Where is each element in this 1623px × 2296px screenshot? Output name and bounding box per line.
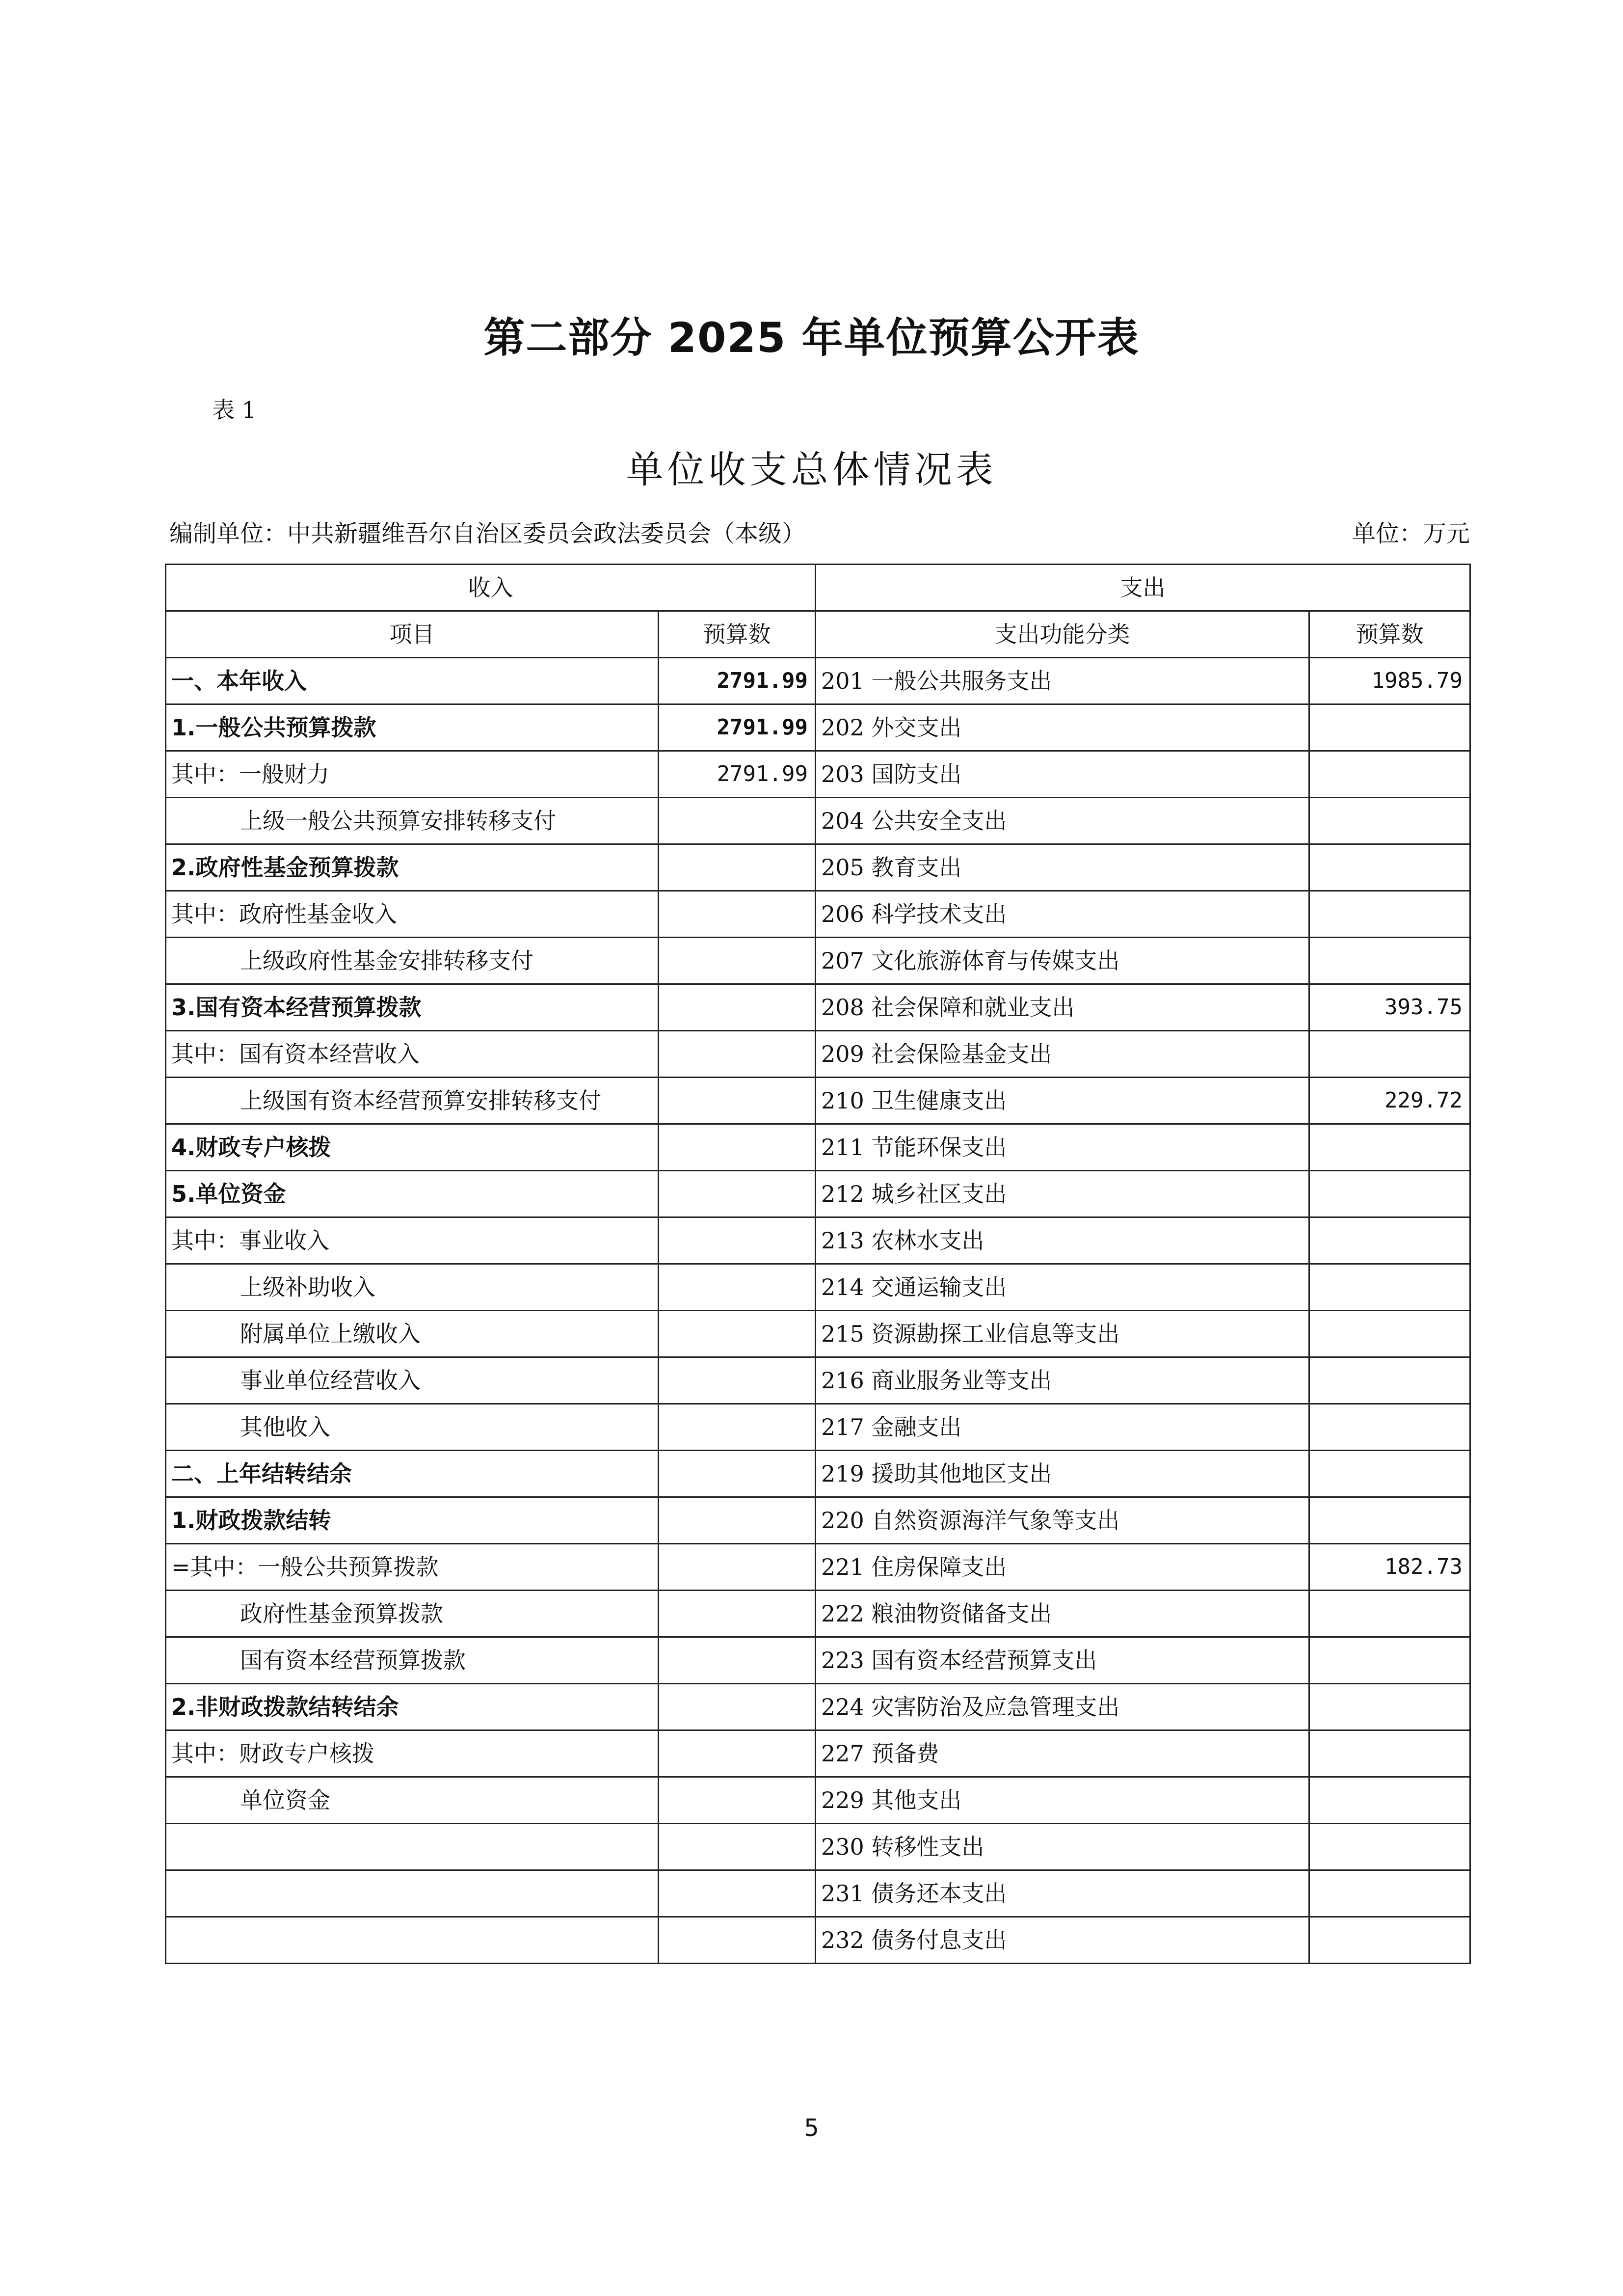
table-row: [166, 1497, 1470, 1544]
header-row-group: [166, 565, 1470, 611]
income-item-cell: 4.财政专户核拨: [166, 1124, 659, 1171]
func-class-header: 支出功能分类: [816, 611, 1309, 658]
expense-header: 支出: [816, 565, 1470, 611]
expense-amount-cell: [1309, 1124, 1470, 1171]
income-item-cell: [166, 1870, 659, 1917]
income-item-cell: 其中：一般财力: [166, 751, 659, 798]
expense-func-cell: 224 灾害防治及应急管理支出: [816, 1684, 1309, 1730]
income-item-cell: [166, 1917, 659, 1964]
expense-func-cell: 212 城乡社区支出: [816, 1171, 1309, 1217]
expense-func-cell: 229 其他支出: [816, 1777, 1309, 1824]
table-label: 表 1: [212, 397, 256, 423]
expense-amount-cell: [1309, 891, 1470, 938]
income-item-cell: 其中：财政专户核拨: [166, 1730, 659, 1777]
income-amount-cell: [659, 1824, 816, 1870]
income-amount-cell: 2791.99: [659, 658, 816, 704]
income-item-cell: 上级一般公共预算安排转移支付: [166, 798, 659, 844]
table-row: [166, 1544, 1470, 1591]
income-amount-cell: [659, 1311, 816, 1357]
expense-amount-cell: [1309, 1870, 1470, 1917]
income-item-cell: [166, 1824, 659, 1870]
table-row: [166, 1357, 1470, 1404]
expense-func-cell: 206 科学技术支出: [816, 891, 1309, 938]
expense-amount-cell: [1309, 1451, 1470, 1497]
income-amount-cell: [659, 1917, 816, 1964]
table-title: 单位收支总体情况表: [626, 448, 997, 491]
income-amount-cell: [659, 798, 816, 844]
table-row: [166, 984, 1470, 1031]
income-header: 收入: [166, 565, 816, 611]
income-amount-cell: [659, 1264, 816, 1311]
header-row-columns: [166, 611, 1470, 658]
table-row: [166, 1217, 1470, 1264]
income-item-cell: 上级国有资本经营预算安排转移支付: [166, 1078, 659, 1124]
income-item-cell: 2.政府性基金预算拨款: [166, 844, 659, 891]
expense-amount-cell: [1309, 1171, 1470, 1217]
expense-amount-cell: [1309, 751, 1470, 798]
expense-func-cell: 232 债务付息支出: [816, 1917, 1309, 1964]
expense-func-cell: 208 社会保障和就业支出: [816, 984, 1309, 1031]
expense-func-cell: 215 资源勘探工业信息等支出: [816, 1311, 1309, 1357]
table-row: [166, 1637, 1470, 1684]
expense-func-cell: 207 文化旅游体育与传媒支出: [816, 938, 1309, 984]
budget-header: 预算数: [659, 611, 816, 658]
table-row: [166, 1824, 1470, 1870]
expense-func-cell: 204 公共安全支出: [816, 798, 1309, 844]
income-amount-cell: [659, 1637, 816, 1684]
table-row: [166, 1777, 1470, 1824]
expense-func-cell: 220 自然资源海洋气象等支出: [816, 1497, 1309, 1544]
expense-amount-cell: [1309, 1730, 1470, 1777]
income-amount-cell: [659, 1031, 816, 1078]
income-item-cell: 其中：国有资本经营收入: [166, 1031, 659, 1078]
income-amount-cell: [659, 1171, 816, 1217]
part-title: 第二部分 2025 年单位预算公开表: [483, 314, 1140, 362]
expense-amount-cell: [1309, 1637, 1470, 1684]
table-row: [166, 1264, 1470, 1311]
expense-func-cell: 222 粮油物资储备支出: [816, 1591, 1309, 1637]
expense-amount-cell: [1309, 938, 1470, 984]
table-row: [166, 1171, 1470, 1217]
expense-amount-cell: [1309, 1917, 1470, 1964]
table-row: [166, 1730, 1470, 1777]
expense-amount-cell: 393.75: [1309, 984, 1470, 1031]
table-row: [166, 1124, 1470, 1171]
expense-func-cell: 223 国有资本经营预算支出: [816, 1637, 1309, 1684]
income-item-cell: 1.财政拨款结转: [166, 1497, 659, 1544]
income-item-cell: 政府性基金预算拨款: [166, 1591, 659, 1637]
expense-amount-cell: [1309, 1357, 1470, 1404]
expense-func-cell: 214 交通运输支出: [816, 1264, 1309, 1311]
expense-amount-cell: [1309, 704, 1470, 751]
table-row: [166, 1917, 1470, 1964]
income-amount-cell: [659, 1730, 816, 1777]
expense-func-cell: 231 债务还本支出: [816, 1870, 1309, 1917]
expense-amount-cell: 182.73: [1309, 1544, 1470, 1591]
income-amount-cell: [659, 938, 816, 984]
income-amount-cell: [659, 1684, 816, 1730]
table-row: [166, 938, 1470, 984]
table-row: [166, 891, 1470, 938]
table-row: [166, 1451, 1470, 1497]
table-row: [166, 798, 1470, 844]
income-item-cell: 其他收入: [166, 1404, 659, 1451]
income-amount-cell: 2791.99: [659, 751, 816, 798]
table-row: [166, 1591, 1470, 1637]
expense-func-cell: 202 外交支出: [816, 704, 1309, 751]
income-item-cell: 其中：政府性基金收入: [166, 891, 659, 938]
expense-amount-cell: [1309, 1404, 1470, 1451]
expense-amount-cell: [1309, 1497, 1470, 1544]
expense-func-cell: 210 卫生健康支出: [816, 1078, 1309, 1124]
table-row: [166, 704, 1470, 751]
budget-table: [165, 564, 1471, 1964]
income-item-cell: 上级政府性基金安排转移支付: [166, 938, 659, 984]
expense-amount-cell: [1309, 1777, 1470, 1824]
income-amount-cell: [659, 1357, 816, 1404]
income-amount-cell: [659, 1078, 816, 1124]
expense-amount-cell: [1309, 798, 1470, 844]
income-item-cell: =其中：一般公共预算拨款: [166, 1544, 659, 1591]
expense-amount-cell: [1309, 1824, 1470, 1870]
income-item-cell: 其中：事业收入: [166, 1217, 659, 1264]
income-amount-cell: [659, 1404, 816, 1451]
expense-amount-cell: [1309, 1031, 1470, 1078]
income-item-cell: 二、上年结转结余: [166, 1451, 659, 1497]
expense-amount-cell: [1309, 1264, 1470, 1311]
expense-func-cell: 227 预备费: [816, 1730, 1309, 1777]
expense-amount-cell: [1309, 1684, 1470, 1730]
income-item-cell: 附属单位上缴收入: [166, 1311, 659, 1357]
expense-func-cell: 217 金融支出: [816, 1404, 1309, 1451]
income-item-cell: 上级补助收入: [166, 1264, 659, 1311]
expense-amount-cell: [1309, 1591, 1470, 1637]
income-amount-cell: [659, 1497, 816, 1544]
income-amount-cell: [659, 844, 816, 891]
currency-unit: 单位：万元: [1352, 520, 1470, 547]
expense-func-cell: 205 教育支出: [816, 844, 1309, 891]
income-item-cell: 事业单位经营收入: [166, 1357, 659, 1404]
expense-func-cell: 230 转移性支出: [816, 1824, 1309, 1870]
income-amount-cell: [659, 1124, 816, 1171]
expense-amount-cell: 229.72: [1309, 1078, 1470, 1124]
expense-func-cell: 211 节能环保支出: [816, 1124, 1309, 1171]
income-item-cell: 5.单位资金: [166, 1171, 659, 1217]
income-amount-cell: [659, 1777, 816, 1824]
income-item-cell: 一、本年收入: [166, 658, 659, 704]
table-row: [166, 1031, 1470, 1078]
income-amount-cell: [659, 1217, 816, 1264]
income-item-cell: 3.国有资本经营预算拨款: [166, 984, 659, 1031]
expense-func-cell: 209 社会保险基金支出: [816, 1031, 1309, 1078]
expense-func-cell: 201 一般公共服务支出: [816, 658, 1309, 704]
page-number: 5: [804, 2114, 819, 2142]
table-row: [166, 658, 1470, 704]
income-amount-cell: 2791.99: [659, 704, 816, 751]
item-header: 项目: [166, 611, 659, 658]
table-row: [166, 1684, 1470, 1730]
income-amount-cell: [659, 1451, 816, 1497]
income-item-cell: 国有资本经营预算拨款: [166, 1637, 659, 1684]
expense-func-cell: 203 国防支出: [816, 751, 1309, 798]
table-row: [166, 1078, 1470, 1124]
income-amount-cell: [659, 1591, 816, 1637]
compiler-unit: 编制单位：中共新疆维吾尔自治区委员会政法委员会（本级）: [169, 520, 806, 547]
income-item-cell: 2.非财政拨款结转结余: [166, 1684, 659, 1730]
table-row: [166, 1870, 1470, 1917]
expense-amount-cell: [1309, 844, 1470, 891]
table-row: [166, 1311, 1470, 1357]
expense-func-cell: 219 援助其他地区支出: [816, 1451, 1309, 1497]
budget-header-2: 预算数: [1309, 611, 1470, 658]
expense-amount-cell: [1309, 1217, 1470, 1264]
income-amount-cell: [659, 891, 816, 938]
income-amount-cell: [659, 1544, 816, 1591]
expense-amount-cell: 1985.79: [1309, 658, 1470, 704]
income-amount-cell: [659, 1870, 816, 1917]
income-item-cell: 单位资金: [166, 1777, 659, 1824]
table-row: [166, 1404, 1470, 1451]
expense-func-cell: 213 农林水支出: [816, 1217, 1309, 1264]
income-amount-cell: [659, 984, 816, 1031]
expense-func-cell: 216 商业服务业等支出: [816, 1357, 1309, 1404]
income-item-cell: 1.一般公共预算拨款: [166, 704, 659, 751]
table-row: [166, 751, 1470, 798]
expense-amount-cell: [1309, 1311, 1470, 1357]
table-row: [166, 844, 1470, 891]
expense-func-cell: 221 住房保障支出: [816, 1544, 1309, 1591]
